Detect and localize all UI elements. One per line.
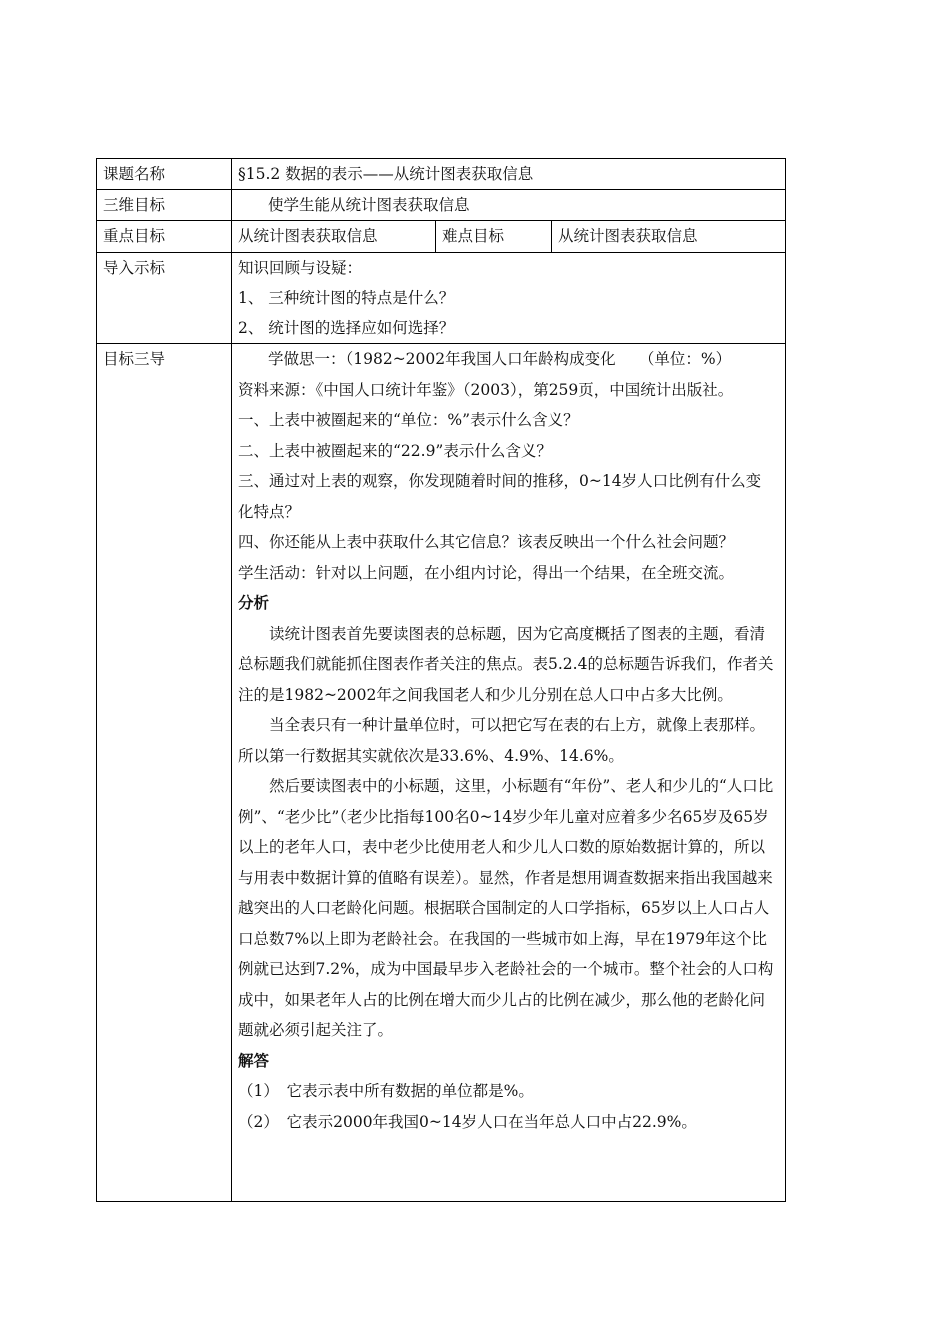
key-goal-value: 从统计图表获取信息 — [232, 221, 436, 253]
goals-label: 三维目标 — [97, 190, 232, 221]
intro-content — [232, 253, 786, 344]
table-row — [97, 159, 786, 190]
analysis-paragraph: 读统计图表首先要读图表的总标题，因为它高度概括了图表的主题，看清总标题我们就能抓住图表作者关注的焦点。表5.2.4的总标题告诉我们，作者关注的是1982~2002年之间我国老人和少儿分别在总人口中占多大比例。 — [238, 624, 774, 704]
intro-line: 知识回顾与设疑： — [238, 259, 363, 277]
lesson-plan-table — [96, 158, 786, 1202]
difficulty-label: 难点目标 — [436, 221, 552, 253]
study-heading: 学做思一：（1982~2002年我国人口年龄构成变化 （单位：%） — [268, 350, 732, 368]
table-row — [97, 344, 786, 1202]
table-row — [97, 253, 786, 344]
main-content — [232, 344, 786, 1202]
topic-value: §15.2 数据的表示——从统计图表获取信息 — [232, 159, 786, 190]
main-label: 目标三导 — [97, 344, 232, 1202]
intro-label: 导入示标 — [97, 253, 232, 344]
answer-item: （1） 它表示表中所有数据的单位都是%。 — [238, 1082, 534, 1100]
intro-line: 1、 三种统计图的特点是什么？ — [238, 289, 455, 307]
table-row — [97, 190, 786, 221]
key-goal-label: 重点目标 — [97, 221, 232, 253]
answer-heading: 解答 — [238, 1050, 270, 1070]
question-item: 一、上表中被圈起来的“单位：%”表示什么含义？ — [238, 411, 579, 429]
difficulty-value: 从统计图表获取信息 — [552, 221, 786, 253]
student-activity: 学生活动：针对以上问题，在小组内讨论，得出一个结果，在全班交流。 — [238, 563, 735, 582]
analysis-heading: 分析 — [238, 593, 270, 612]
intro-line: 2、 统计图的选择应如何选择？ — [238, 319, 455, 337]
goals-value: 使学生能从统计图表获取信息 — [232, 190, 786, 221]
data-source: 资料来源：《中国人口统计年鉴》（2003），第259页，中国统计出版社。 — [238, 380, 734, 399]
question-item: 四、你还能从上表中获取什么其它信息？该表反映出一个什么社会问题？ — [238, 533, 735, 551]
analysis-paragraph: 当全表只有一种计量单位时，可以把它写在表的右上方，就像上表那样。所以第一行数据其实就依次是33.6%、4.9%、14.6%。 — [238, 716, 766, 765]
table-row — [97, 221, 786, 253]
question-item: 二、上表中被圈起来的“22.9”表示什么含义？ — [238, 441, 552, 460]
topic-label: 课题名称 — [97, 159, 232, 190]
analysis-paragraph: 然后要读图表中的小标题，这里，小标题有“年份”、老人和少儿的“人口比例”、“老少比”（老少比指每100名0~14岁少年儿童对应着多少名65岁及65岁以上的老年人口，表中老少比使用老人和少儿人口数的原始数据计算的，所以与用表中数据计算的值略有误差）。显然，作者是想用调查数据来指出我国越来越突出的人口老龄化问题。根据联合国制定的人口学指标，65岁以上人口占人口总数7%以上即为老龄社会。在我国的一些城市如上海，早在1979年这个比例就已达到7.2%，成为中国最早步入老龄社会的一个城市。整个社会的人口构成中，如果老年人占的比例在增大而少儿占的比例在减少，那么他的老龄化问题就必须引起关注了。 — [238, 777, 774, 1039]
question-item: 三、通过对上表的观察，你发现随着时间的推移，0~14岁人口比例有什么变化特点？ — [238, 472, 762, 521]
answer-item: （2） 它表示2000年我国0~14岁人口在当年总人口中占22.9%。 — [238, 1112, 697, 1131]
